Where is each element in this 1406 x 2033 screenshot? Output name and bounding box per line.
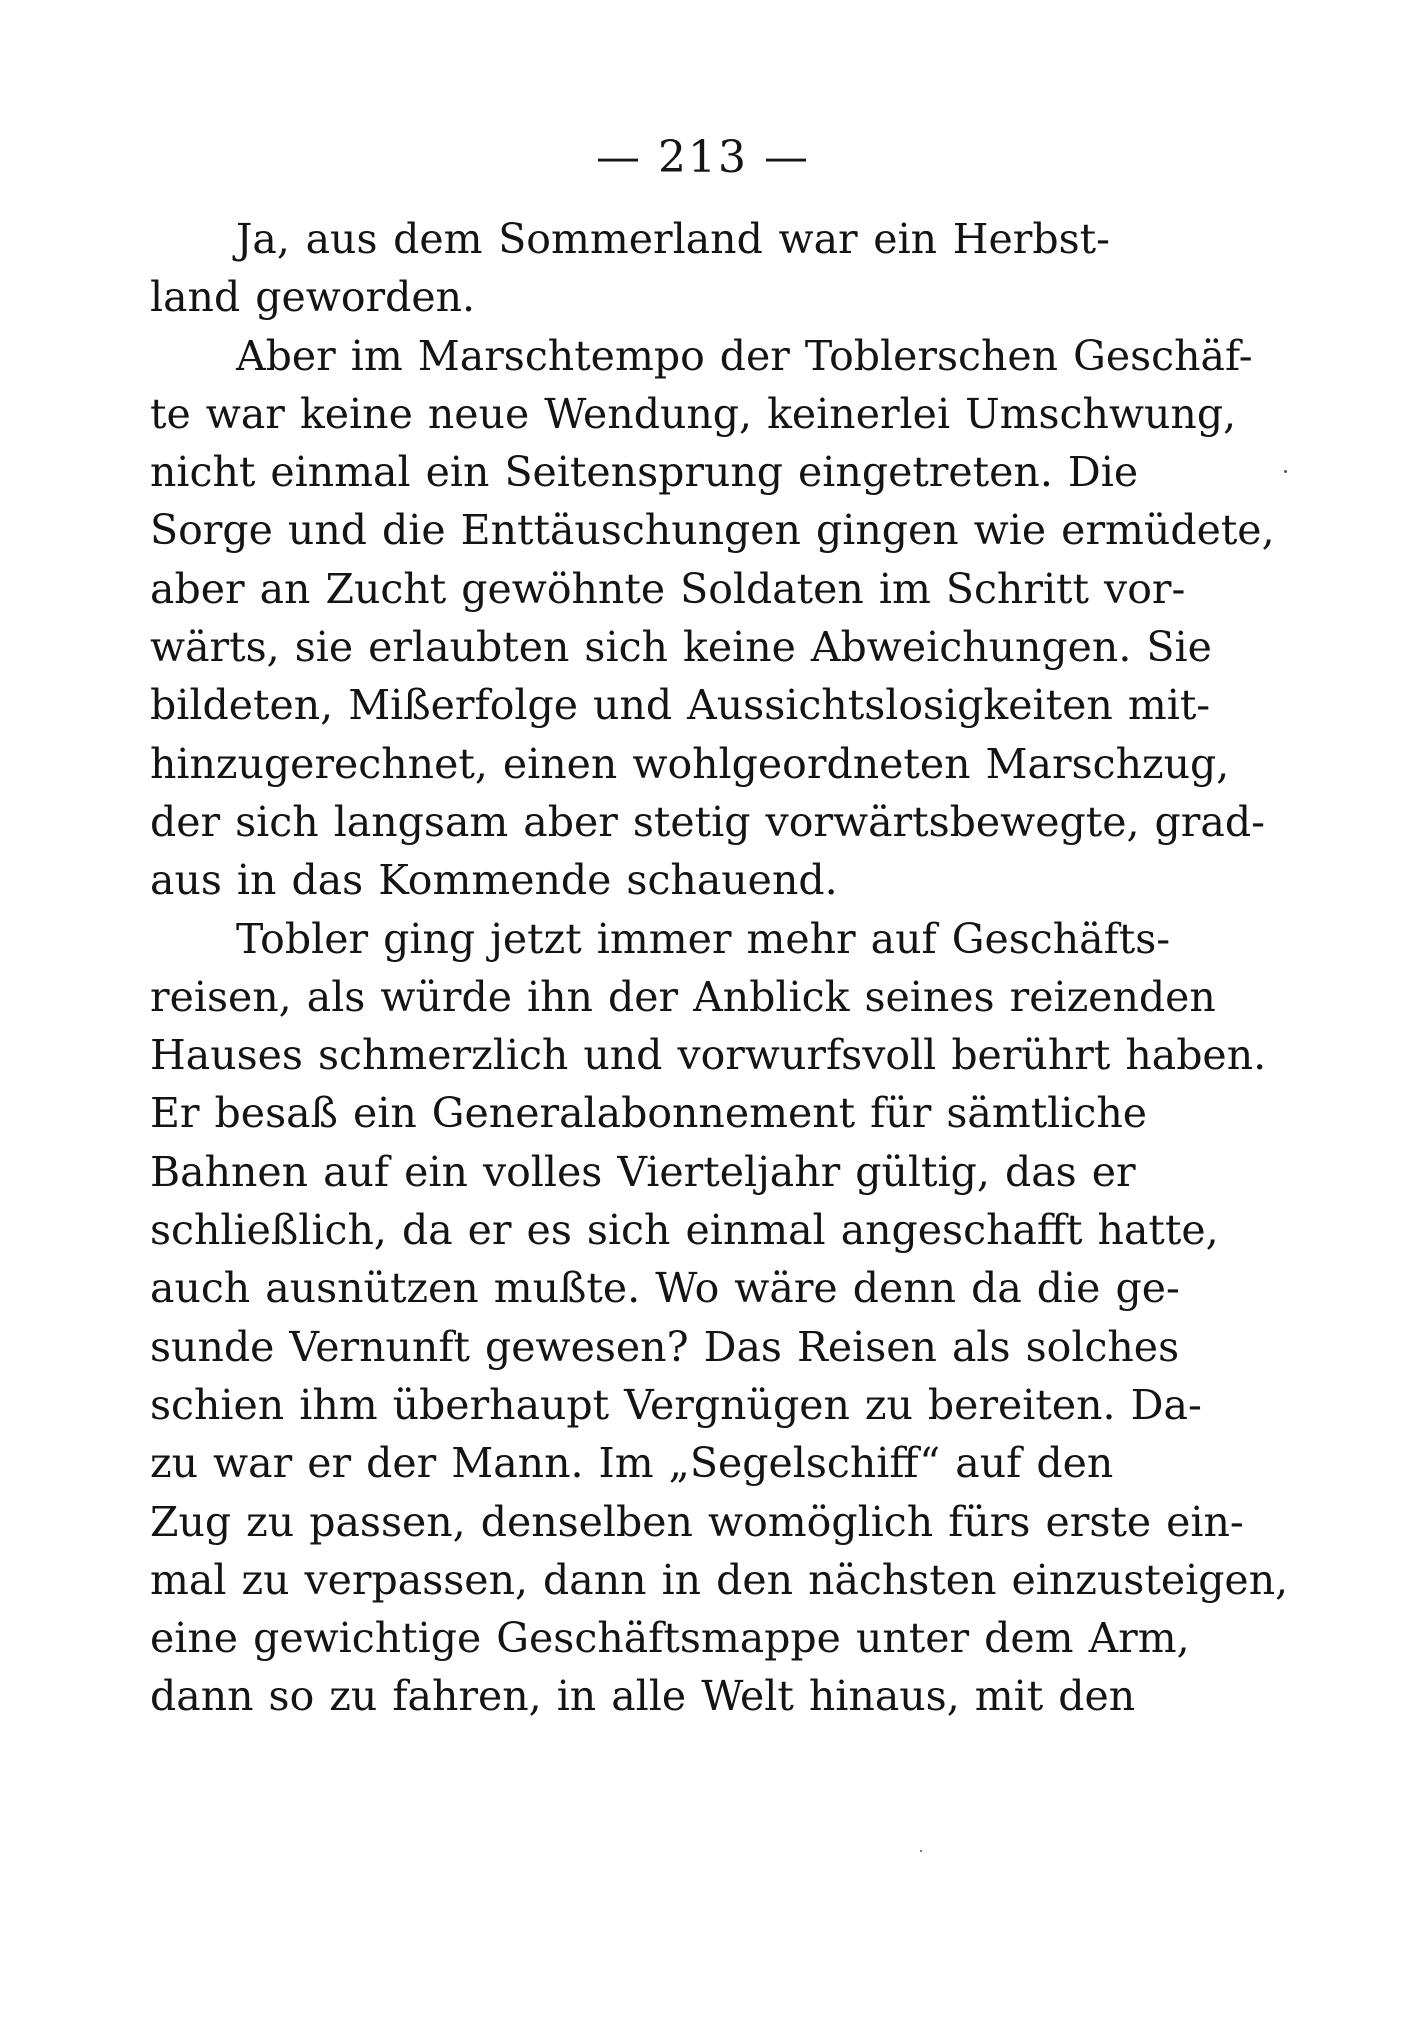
text-line: Zug zu passen, denselben womöglich fürs erste ein-: [150, 1497, 1244, 1546]
text-line: auch ausnützen mußte. Wo wäre denn da die ge-: [150, 1264, 1180, 1313]
text-line: Bahnen auf ein volles Vierteljahr gültig, das er: [150, 1147, 1136, 1196]
text-line: schien ihm überhaupt Vergnügen zu bereiten. Da-: [150, 1380, 1202, 1429]
text-line: Sorge und die Enttäuschungen gingen wie ermüdete,: [150, 506, 1275, 555]
text-line: Tobler ging jetzt immer mehr auf Geschäfts-: [236, 914, 1171, 963]
page-number: — 213 —: [596, 132, 810, 183]
text-line: der sich langsam aber stetig vorwärtsbewegte, grad-: [150, 797, 1265, 846]
text-line: land geworden.: [150, 273, 476, 322]
text-line: Aber im Marschtempo der Toblerschen Geschäf-: [236, 331, 1253, 380]
scan-speck: [920, 1850, 922, 1852]
text-line: Ja, aus dem Sommerland war ein Herbst-: [236, 215, 1110, 263]
text-line: wärts, sie erlaubten sich keine Abweichungen. Sie: [150, 623, 1212, 672]
body-text: [150, 210, 1289, 1726]
text-line: dann so zu fahren, in alle Welt hinaus, mit den: [150, 1672, 1136, 1721]
text-line: mal zu verpassen, dann in den nächsten einzusteigen,: [150, 1555, 1289, 1604]
text-line: nicht einmal ein Seitensprung eingetreten. Die: [150, 448, 1139, 497]
text-line: bildeten, Mißerfolge und Aussichtslosigkeiten mit-: [150, 681, 1211, 730]
text-line: aber an Zucht gewöhnte Soldaten im Schritt vor-: [150, 564, 1186, 613]
text-line: aus in das Kommende schauend.: [150, 856, 838, 905]
scan-speck: [1284, 470, 1287, 473]
text-line: schließlich, da er es sich einmal angeschafft hatte,: [150, 1206, 1219, 1255]
text-line: zu war er der Mann. Im „Segelschiff“ auf den: [150, 1439, 1114, 1488]
text-line: Er besaß ein Generalabonnement für sämtliche: [150, 1089, 1148, 1138]
text-line: te war keine neue Wendung, keinerlei Umschwung,: [150, 389, 1237, 438]
text-line: sunde Vernunft gewesen? Das Reisen als solches: [150, 1322, 1180, 1371]
text-line: Hauses schmerzlich und vorwurfsvoll berührt haben.: [150, 1031, 1267, 1080]
text-line: reisen, als würde ihn der Anblick seines reizenden: [150, 972, 1216, 1021]
text-line: hinzugerechnet, einen wohlgeordneten Marschzug,: [150, 739, 1230, 788]
text-line: eine gewichtige Geschäftsmappe unter dem Arm,: [150, 1614, 1190, 1663]
